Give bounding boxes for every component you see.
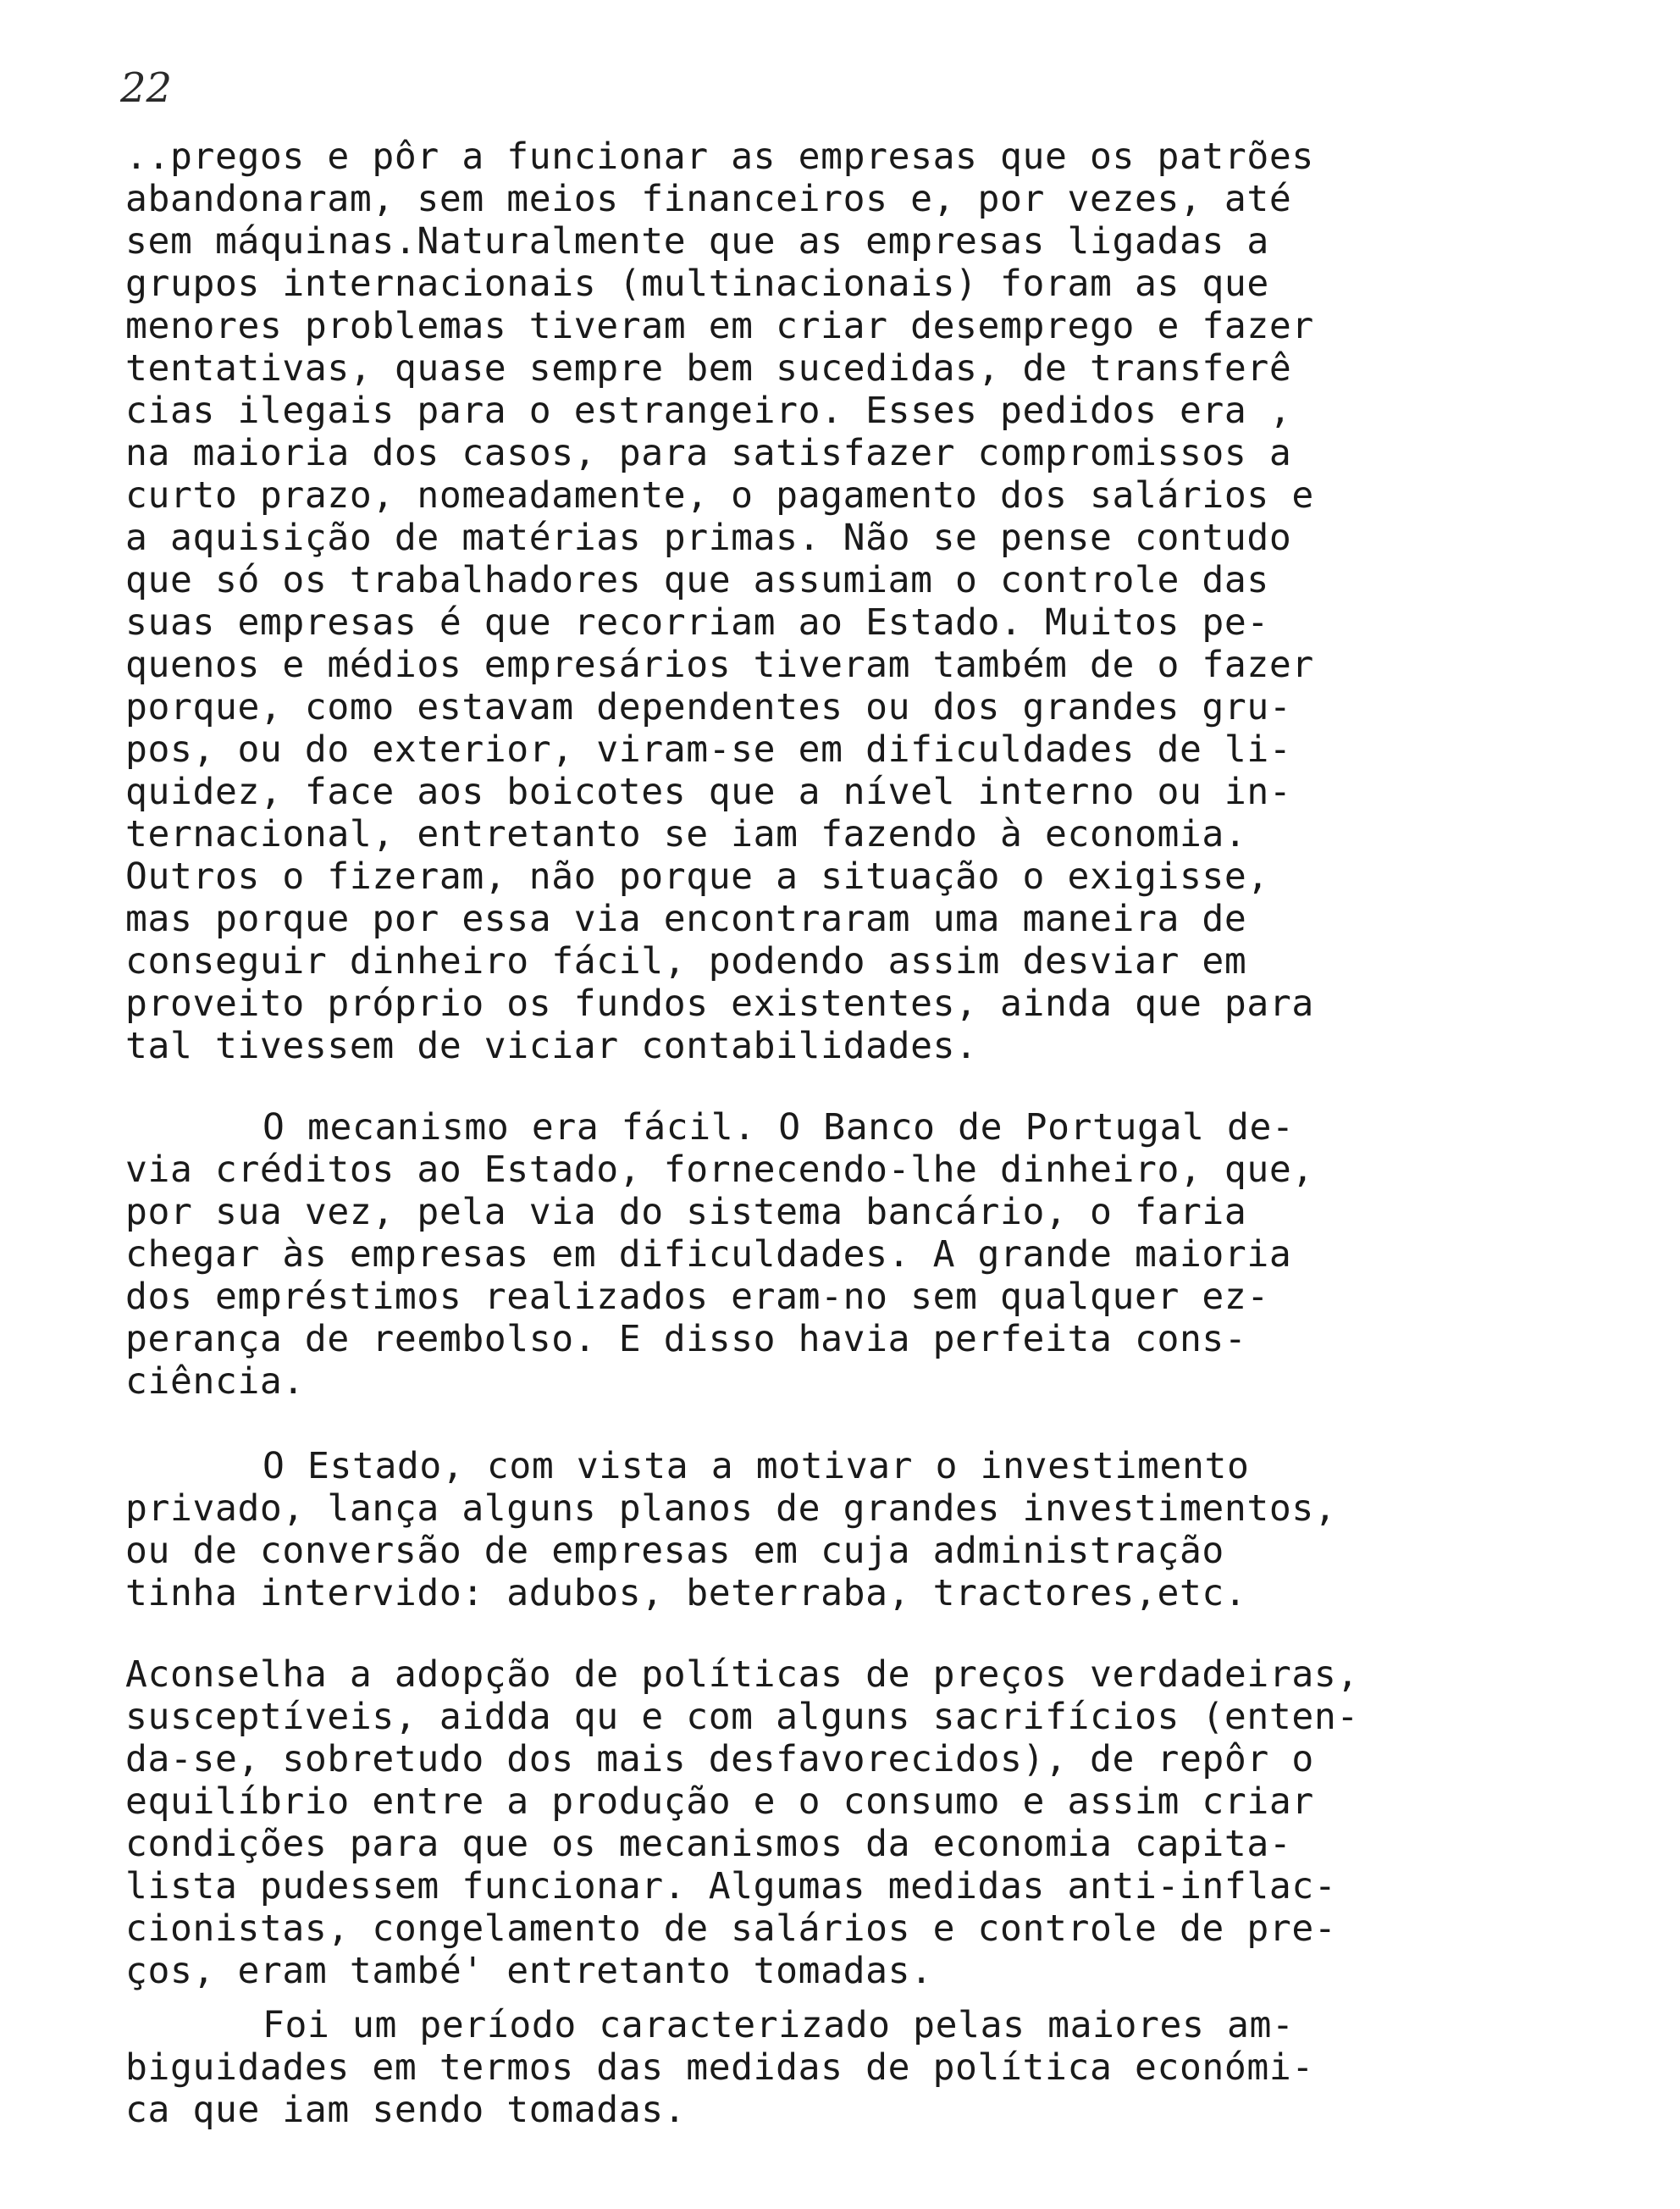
text-line: pos, ou do exterior, viram-se em dificuldades de li- bbox=[125, 728, 1292, 771]
text-line: que só os trabalhadores que assumiam o controle das bbox=[125, 559, 1269, 601]
text-line: cionistas, congelamento de salários e controle de pre- bbox=[125, 1907, 1337, 1950]
paragraph-4 bbox=[125, 1653, 1395, 1992]
text-line: tentativas, quase sempre bem sucedidas, de transferê bbox=[125, 347, 1292, 390]
text-line: ca que iam sendo tomadas. bbox=[125, 2089, 687, 2131]
text-line: a aquisição de matérias primas. Não se pense contudo bbox=[125, 517, 1292, 559]
text-line: ços, eram també' entretanto tomadas. bbox=[125, 1950, 933, 1992]
text-line: abandonaram, sem meios financeiros e, por vezes, até bbox=[125, 178, 1292, 220]
text-line: da-se, sobretudo dos mais desfavorecidos), de repôr o bbox=[125, 1738, 1314, 1780]
text-line: quenos e médios empresários tiveram também de o fazer bbox=[125, 644, 1314, 686]
paragraph-1 bbox=[125, 136, 1395, 1067]
text-line: por sua vez, pela via do sistema bancário, o faria bbox=[125, 1191, 1247, 1233]
text-line: ternacional, entretanto se iam fazendo à economia. bbox=[125, 813, 1247, 855]
text-line: susceptíveis, aidda qu e com alguns sacrifícios (enten- bbox=[125, 1696, 1359, 1738]
text-line: menores problemas tiveram em criar desemprego e fazer bbox=[125, 305, 1314, 347]
paragraph-5 bbox=[125, 2004, 1395, 2131]
text-line: cias ilegais para o estrangeiro. Esses pedidos era , bbox=[125, 390, 1292, 432]
paragraph-3 bbox=[125, 1445, 1395, 1614]
text-line: Foi um período caracterizado pelas maiores am- bbox=[262, 2004, 1295, 2046]
text-line: sem máquinas.Naturalmente que as empresas ligadas a bbox=[125, 220, 1269, 263]
text-line: porque, como estavam dependentes ou dos grandes gru- bbox=[125, 686, 1292, 728]
text-line: mas porque por essa via encontraram uma maneira de bbox=[125, 898, 1247, 940]
text-line: equilíbrio entre a produção e o consumo e assim criar bbox=[125, 1780, 1314, 1823]
text-line: O mecanismo era fácil. O Banco de Portugal de- bbox=[262, 1106, 1295, 1149]
text-line: conseguir dinheiro fácil, podendo assim desviar em bbox=[125, 940, 1247, 983]
text-line: ou de conversão de empresas em cuja administração bbox=[125, 1530, 1224, 1572]
text-line: ciência. bbox=[125, 1360, 305, 1403]
text-line: tinha intervido: adubos, beterraba, tractores,etc. bbox=[125, 1572, 1247, 1614]
text-line: biguidades em termos das medidas de política económi- bbox=[125, 2046, 1314, 2089]
text-line: suas empresas é que recorriam ao Estado. Muitos pe- bbox=[125, 601, 1269, 644]
text-line: curto prazo, nomeadamente, o pagamento dos salários e bbox=[125, 474, 1314, 517]
text-line: tal tivessem de viciar contabilidades. bbox=[125, 1025, 978, 1067]
text-line: ..pregos e pôr a funcionar as empresas que os patrões bbox=[125, 136, 1314, 178]
text-line: dos empréstimos realizados eram-no sem qualquer ez- bbox=[125, 1276, 1269, 1318]
text-line: perança de reembolso. E disso havia perfeita cons- bbox=[125, 1318, 1247, 1360]
text-line: privado, lança alguns planos de grandes investimentos, bbox=[125, 1487, 1337, 1530]
text-line: lista pudessem funcionar. Algumas medidas anti-inflac- bbox=[125, 1865, 1337, 1907]
page-number: 22 bbox=[120, 64, 173, 112]
text-line: condições para que os mecanismos da economia capita- bbox=[125, 1823, 1292, 1865]
text-line: O Estado, com vista a motivar o investimento bbox=[262, 1445, 1250, 1487]
text-line: via créditos ao Estado, fornecendo-lhe dinheiro, que, bbox=[125, 1149, 1314, 1191]
text-line: Aconselha a adopção de políticas de preços verdadeiras, bbox=[125, 1653, 1359, 1696]
paragraph-2 bbox=[125, 1106, 1395, 1403]
text-line: quidez, face aos boicotes que a nível interno ou in- bbox=[125, 771, 1292, 813]
text-line: chegar às empresas em dificuldades. A grande maioria bbox=[125, 1233, 1292, 1276]
text-line: na maioria dos casos, para satisfazer compromissos a bbox=[125, 432, 1292, 474]
text-line: proveito próprio os fundos existentes, ainda que para bbox=[125, 983, 1314, 1025]
text-line: Outros o fizeram, não porque a situação o exigisse, bbox=[125, 855, 1269, 898]
text-line: grupos internacionais (multinacionais) foram as que bbox=[125, 263, 1269, 305]
